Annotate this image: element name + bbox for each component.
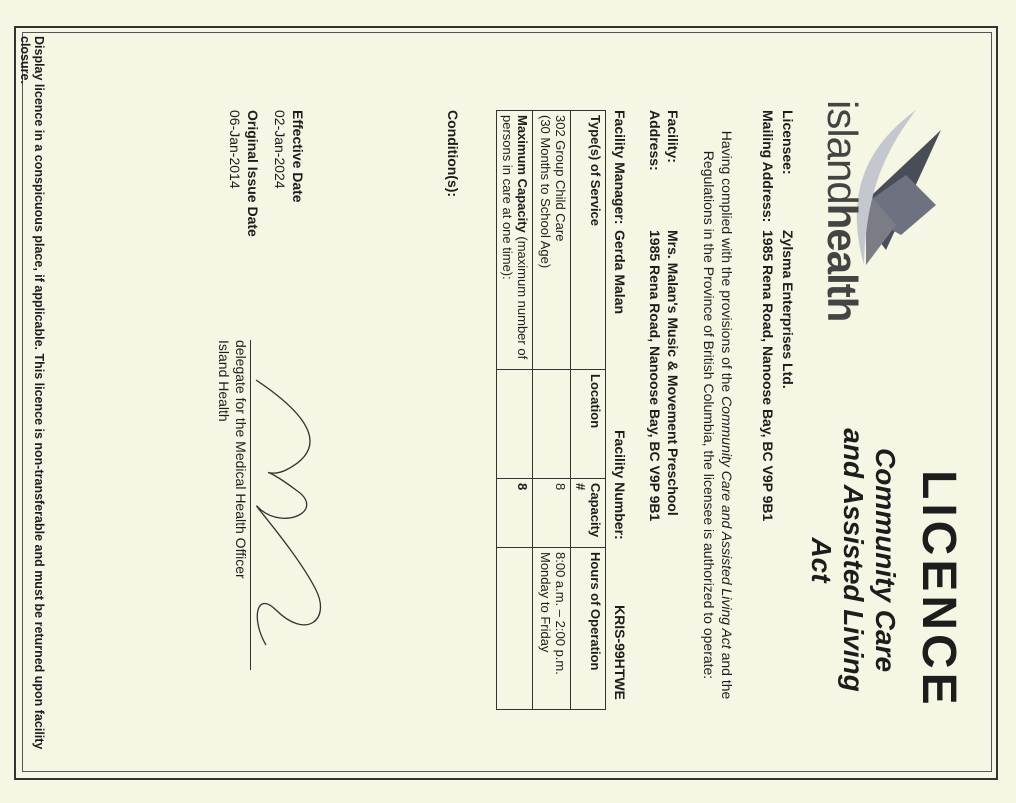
mailing-address-label: Mailing Address:	[760, 110, 776, 223]
max-hours-cell	[497, 548, 533, 710]
page-title: LICENCE	[912, 470, 965, 709]
logo-wordmark: islandhealth	[819, 100, 866, 322]
signature-line	[250, 340, 251, 670]
col-hours-header: Hours of Operation	[571, 548, 606, 710]
col-type-header: Type(s) of Service	[571, 111, 606, 370]
address-label: Address:	[647, 110, 663, 171]
conditions-label: Condition(s):	[445, 110, 461, 198]
facility-value: Mrs. Malan's Music & Movement Preschool	[665, 230, 681, 516]
capacity-cell: 8	[533, 479, 571, 548]
location-cell	[533, 370, 571, 479]
max-capacity-label-cell: Maximum Capacity (maximum number of persons in care at one time):	[497, 111, 533, 370]
facility-number-label: Facility Number:	[612, 430, 628, 540]
max-location-cell	[497, 370, 533, 479]
service-table	[496, 110, 606, 710]
facility-manager-value: Gerda Malan	[612, 230, 628, 315]
service-type-cell: 302 Group Child Care (30 Months to School Age)	[533, 111, 571, 370]
effective-date-value: 02-Jan-2024	[272, 110, 288, 189]
hours-cell: 8:00 a.m. – 2:00 p.m. Monday to Friday	[533, 548, 571, 710]
licensee-value: Zylsma Enterprises Ltd.	[780, 230, 796, 389]
max-capacity-cell: 8	[497, 479, 533, 548]
col-capacity-header: Capacity #	[571, 479, 606, 548]
facility-manager-label: Facility Manager:	[612, 110, 628, 225]
act-name: Community Care and Assisted Living Act	[806, 428, 901, 692]
facility-number-value: KRIS-99HTWE	[612, 605, 628, 700]
mailing-address-value: 1985 Rena Road, Nanoose Bay, BC V9P 9B1	[760, 230, 776, 522]
original-issue-date-value: 06-Jan-2014	[227, 110, 243, 189]
facility-label: Facility:	[665, 110, 681, 163]
effective-date-label: Effective Date	[290, 110, 306, 203]
col-location-header: Location	[571, 370, 606, 479]
address-value: 1985 Rena Road, Nanoose Bay, BC V9P 9B1	[647, 230, 663, 522]
signature	[236, 360, 356, 660]
compliance-statement: Having complied with the provisions of the Community Care and Assisted Living Act and the Regulations in the Province of British Columbia, the licensee is authorized to operate:	[701, 130, 735, 700]
footer-notice: Display licence in a conspicuous place, if applicable. This licence is non-transferable and must be returned upon facility closure.	[18, 36, 46, 750]
signatory-title: delegate for the Medical Health Officer Island Health	[216, 340, 249, 579]
original-issue-date-label: Original Issue Date	[245, 110, 261, 237]
licensee-label: Licensee:	[780, 110, 796, 175]
